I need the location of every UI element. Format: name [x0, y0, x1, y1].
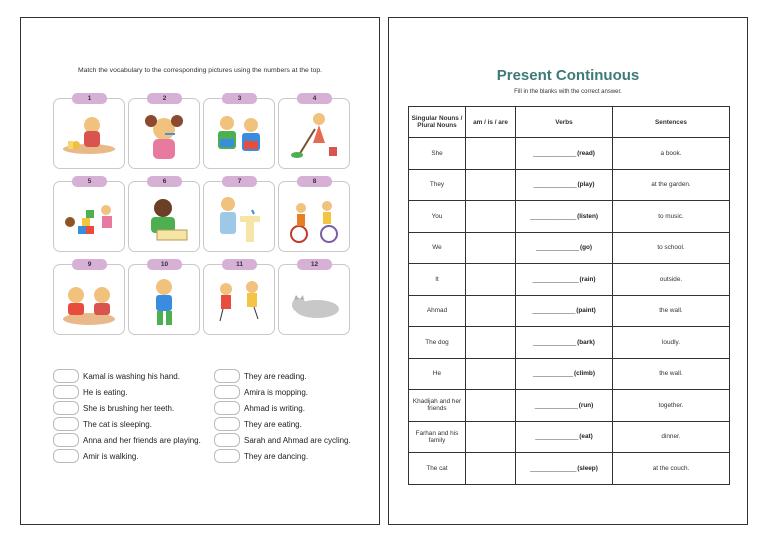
picture-number-tag: 7 — [222, 176, 257, 187]
answer-box[interactable] — [53, 369, 79, 383]
table-row — [409, 201, 730, 233]
verb-cell[interactable] — [516, 201, 613, 233]
verb-cell[interactable] — [516, 232, 613, 264]
table-row — [409, 264, 730, 296]
verb-blank[interactable]: ______________ — [533, 149, 578, 157]
verb-hint: (eat) — [579, 433, 593, 441]
match-sentence: They are reading. — [244, 371, 307, 381]
table-row — [409, 421, 730, 453]
picture-number-tag: 8 — [297, 176, 332, 187]
verb-cell[interactable] — [516, 327, 613, 359]
children-eating-icon — [60, 275, 118, 329]
sentence-cell: to school. — [613, 232, 730, 264]
sentence-left-row — [53, 432, 201, 448]
sentence-right-row — [214, 368, 351, 384]
noun-cell: It — [409, 264, 466, 296]
picture-card — [278, 178, 350, 252]
match-sentence: He is eating. — [83, 387, 128, 397]
table-row — [409, 169, 730, 201]
table-row — [409, 295, 730, 327]
verb-cell[interactable] — [516, 138, 613, 170]
sentence-cell: loudly. — [613, 327, 730, 359]
answer-box[interactable] — [53, 417, 79, 431]
girl-mopping-icon — [285, 109, 343, 163]
sentence-right-row — [214, 384, 351, 400]
answer-box[interactable] — [214, 369, 240, 383]
verb-blank[interactable]: ______________ — [533, 338, 578, 346]
be-answer-cell[interactable] — [466, 138, 516, 170]
picture-number-tag: 1 — [72, 93, 107, 104]
present-continuous-page — [388, 17, 748, 525]
be-answer-cell[interactable] — [466, 169, 516, 201]
table-row — [409, 453, 730, 485]
sentence-cell: at the couch. — [613, 453, 730, 485]
verb-cell[interactable] — [516, 358, 613, 390]
noun-cell: Ahmad — [409, 295, 466, 327]
boy-walking-icon — [135, 275, 193, 329]
verb-blank[interactable]: _____________ — [533, 370, 575, 378]
sentence-list-left — [53, 368, 201, 464]
sentence-cell: dinner. — [613, 421, 730, 453]
be-answer-cell[interactable] — [466, 264, 516, 296]
verb-cell[interactable] — [516, 390, 613, 422]
be-answer-cell[interactable] — [466, 453, 516, 485]
verb-blank[interactable]: ______________ — [535, 433, 580, 441]
answer-box[interactable] — [214, 417, 240, 431]
girl-brushing-teeth-icon — [135, 109, 193, 163]
verb-blank[interactable]: _______________ — [529, 212, 578, 220]
verb-hint: (run) — [578, 401, 594, 409]
picture-card — [128, 261, 200, 335]
sentence-cell: at the garden. — [613, 169, 730, 201]
picture-number-tag: 3 — [222, 93, 257, 104]
verb-hint: (listen) — [577, 212, 599, 220]
match-sentence: The cat is sleeping. — [83, 419, 152, 429]
sentence-cell: the wall. — [613, 295, 730, 327]
answer-box[interactable] — [53, 401, 79, 415]
verb-cell[interactable] — [516, 264, 613, 296]
table-header-row — [409, 107, 730, 138]
sentence-right-row — [214, 416, 351, 432]
noun-cell: They — [409, 169, 466, 201]
table-row — [409, 327, 730, 359]
be-answer-cell[interactable] — [466, 201, 516, 233]
picture-number-tag: 10 — [147, 259, 182, 270]
be-answer-cell[interactable] — [466, 390, 516, 422]
match-sentence: They are eating. — [244, 419, 302, 429]
match-sentence: Anna and her friends are playing. — [83, 435, 201, 445]
match-sentence: Ahmad is writing. — [244, 403, 305, 413]
sentence-left-row — [53, 416, 201, 432]
picture-number-tag: 12 — [297, 259, 332, 270]
verb-blank[interactable]: ______________ — [533, 181, 578, 189]
answer-box[interactable] — [53, 449, 79, 463]
match-sentence: Amira is mopping. — [244, 387, 309, 397]
picture-number-tag: 6 — [147, 176, 182, 187]
noun-cell: The dog — [409, 327, 466, 359]
verb-blank[interactable]: ______________ — [534, 401, 579, 409]
be-answer-cell[interactable] — [466, 232, 516, 264]
verb-hint: (go) — [579, 244, 593, 252]
verb-hint: (bark) — [577, 338, 595, 346]
picture-card — [53, 95, 125, 169]
noun-cell: Khadijah and her friends — [409, 390, 466, 422]
verb-hint: (play) — [577, 181, 595, 189]
picture-card — [53, 261, 125, 335]
header-sentences: Sentences — [613, 107, 730, 138]
picture-card — [128, 178, 200, 252]
children-dancing-icon — [210, 275, 268, 329]
cat-sleeping-icon — [285, 275, 343, 329]
picture-number-tag: 4 — [297, 93, 332, 104]
noun-cell: She — [409, 138, 466, 170]
header-verbs: Verbs — [516, 107, 613, 138]
matching-worksheet-page — [20, 17, 380, 525]
picture-card — [278, 261, 350, 335]
answer-box[interactable] — [214, 433, 240, 447]
children-playing-blocks-icon — [60, 192, 118, 246]
answer-box[interactable] — [214, 401, 240, 415]
picture-number-tag: 2 — [147, 93, 182, 104]
fill-in-table — [408, 106, 730, 485]
sentence-left-row — [53, 368, 201, 384]
answer-box[interactable] — [53, 385, 79, 399]
sentence-cell: the wall. — [613, 358, 730, 390]
sentence-cell: together. — [613, 390, 730, 422]
sentence-right-row — [214, 432, 351, 448]
be-answer-cell[interactable] — [466, 295, 516, 327]
match-sentence: Kamal is washing his hand. — [83, 371, 180, 381]
table-row — [409, 390, 730, 422]
noun-cell: We — [409, 232, 466, 264]
picture-card — [203, 95, 275, 169]
children-cycling-icon — [285, 192, 343, 246]
match-sentence: Amir is walking. — [83, 451, 139, 461]
boy-writing-icon — [135, 192, 193, 246]
children-reading-icon — [210, 109, 268, 163]
table-row — [409, 358, 730, 390]
sentence-cell: a book. — [613, 138, 730, 170]
picture-card — [278, 95, 350, 169]
noun-cell: The cat — [409, 453, 466, 485]
boy-washing-hands-icon — [210, 192, 268, 246]
sentence-right-row — [214, 400, 351, 416]
match-sentence: They are dancing. — [244, 451, 309, 461]
sentence-left-row — [53, 384, 201, 400]
answer-box[interactable] — [53, 433, 79, 447]
be-answer-cell[interactable] — [466, 327, 516, 359]
sentence-list-right — [214, 368, 351, 464]
verb-hint: (paint) — [576, 307, 596, 315]
verb-blank[interactable]: ______________ — [535, 244, 580, 252]
header-be: am / is / are — [466, 107, 516, 138]
verb-hint: (rain) — [579, 275, 596, 283]
sentence-cell: to music. — [613, 201, 730, 233]
be-answer-cell[interactable] — [466, 358, 516, 390]
verb-cell[interactable] — [516, 421, 613, 453]
answer-box[interactable] — [214, 449, 240, 463]
match-sentence: Sarah and Ahmad are cycling. — [244, 435, 351, 445]
verb-hint: (read) — [577, 149, 595, 157]
picture-card — [53, 178, 125, 252]
match-sentence: She is brushing her teeth. — [83, 403, 175, 413]
picture-number-tag: 5 — [72, 176, 107, 187]
verb-cell[interactable] — [516, 169, 613, 201]
picture-number-tag: 9 — [72, 259, 107, 270]
verb-cell[interactable] — [516, 295, 613, 327]
verb-blank[interactable]: _______________ — [530, 464, 578, 472]
boy-eating-icon — [60, 109, 118, 163]
matching-instruction: Match the vocabulary to the corresponding pictures using the numbers at the top. — [77, 67, 323, 74]
noun-cell: You — [409, 201, 466, 233]
verb-cell[interactable] — [516, 453, 613, 485]
picture-card — [203, 261, 275, 335]
sentence-cell: outside. — [613, 264, 730, 296]
noun-cell: He — [409, 358, 466, 390]
picture-card — [128, 95, 200, 169]
verb-blank[interactable]: ______________ — [532, 307, 577, 315]
table-row — [409, 232, 730, 264]
verb-blank[interactable]: _______________ — [532, 275, 580, 283]
verb-hint: (climb) — [574, 370, 595, 378]
be-answer-cell[interactable] — [466, 421, 516, 453]
table-row — [409, 138, 730, 170]
header-nouns: Singular Nouns / Plural Nouns — [409, 107, 466, 138]
sentence-left-row — [53, 448, 201, 464]
worksheet-subtitle: Fill in the blanks with the correct answer. — [514, 89, 622, 95]
sentence-right-row — [214, 448, 351, 464]
worksheet-title: Present Continuous — [496, 67, 640, 84]
answer-box[interactable] — [214, 385, 240, 399]
noun-cell: Farhan and his family — [409, 421, 466, 453]
verb-hint: (sleep) — [577, 464, 598, 472]
picture-card — [203, 178, 275, 252]
picture-number-tag: 11 — [222, 259, 257, 270]
sentence-left-row — [53, 400, 201, 416]
